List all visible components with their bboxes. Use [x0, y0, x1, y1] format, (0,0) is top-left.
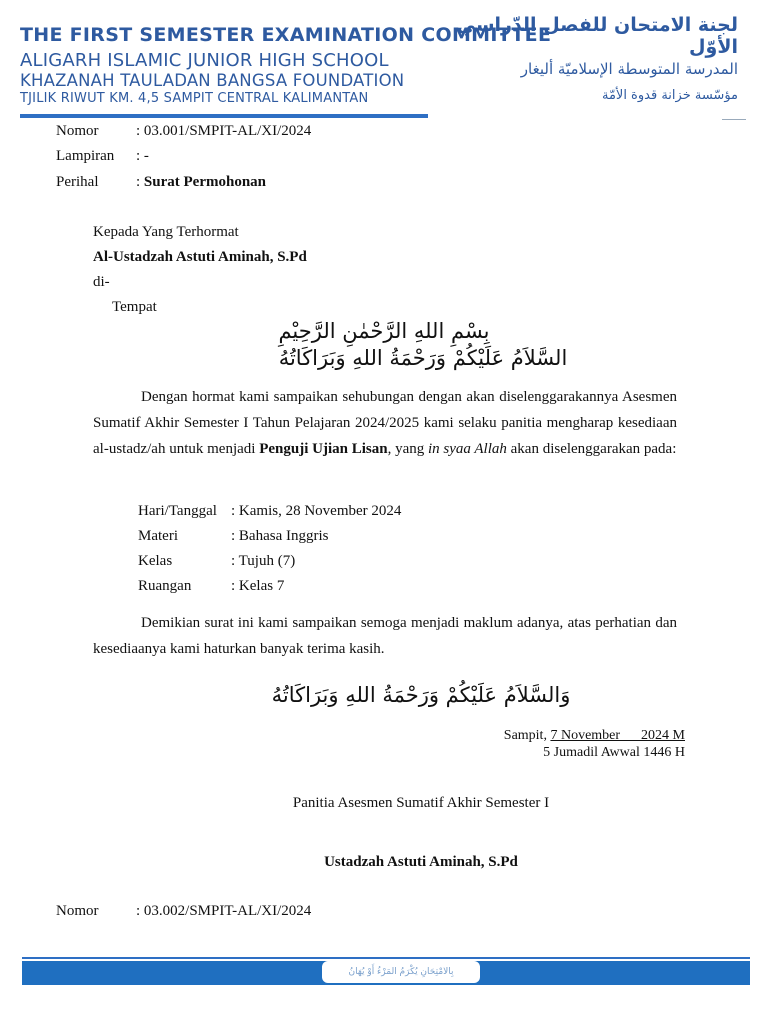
body-p1-bold: Penguji Ujian Lisan: [259, 441, 388, 457]
date-masehi: 7 November 2024 M: [550, 728, 685, 743]
meta-nomor-value: : 03.001/SMPIT-AL/XI/2024: [136, 123, 312, 139]
foundation-name-en: KHAZANAH TAULADAN BANGSA FOUNDATION: [20, 71, 405, 90]
body-p2-text: Demikian surat ini kami sampaikan semoga menjadi maklum adanya, atas perhatian dan kesediaanya kami haturkan banyak terima kasih.: [93, 615, 677, 657]
detail-value: : Kamis, 28 November 2024: [231, 503, 402, 519]
detail-row: [138, 524, 401, 549]
school-name-ar: المدرسة المتوسطة الإسلاميّة أليغار: [520, 60, 738, 78]
event-details: [138, 499, 401, 599]
meta-perihal-label: Perihal: [56, 174, 99, 190]
body-p1-text-b: , yang: [387, 441, 428, 457]
detail-value: : Kelas 7: [231, 578, 285, 594]
meta-lampiran: [56, 148, 149, 165]
detail-label: Kelas: [138, 553, 173, 569]
header-divider: [20, 114, 428, 118]
footer-line: [22, 957, 750, 959]
committee-title-en: THE FIRST SEMESTER EXAMINATION COMMITTEE: [20, 24, 552, 46]
meta-nomor-label: Nomor: [56, 123, 99, 139]
meta-perihal-colon: :: [136, 174, 144, 190]
date-hijri: 5 Jumadil Awwal 1446 H: [543, 745, 685, 760]
meta-lampiran-label: Lampiran: [56, 148, 115, 164]
foundation-name-ar: مؤسّسة خزانة قدوة الأمّة: [601, 88, 738, 103]
recipient-greeting: Kepada Yang Terhormat: [93, 224, 239, 240]
detail-row: [138, 549, 401, 574]
body-paragraph-1: [93, 384, 677, 462]
committee-title-ar: لجنة الامتحان للفصل الدّراسي الأوّل: [456, 14, 738, 58]
body-p1-italic: in syaa Allah: [427, 441, 507, 457]
next-nomor-value: : 03.002/SMPIT-AL/XI/2024: [136, 903, 312, 919]
school-name-en: ALIGARH ISLAMIC JUNIOR HIGH SCHOOL: [20, 50, 389, 71]
detail-row: [138, 574, 401, 599]
meta-perihal-value: Surat Permohonan: [143, 174, 267, 190]
recipient-name: Al-Ustadzah Astuti Aminah, S.Pd: [93, 249, 307, 265]
header-divider-right: [722, 119, 746, 120]
next-meta-nomor: [56, 903, 311, 920]
detail-value: : Tujuh (7): [231, 553, 296, 569]
salam-opening: السَّلاَمُ عَلَيْكُمْ وَرَحْمَةُ اللهِ وَبَرَاكَاتُهُ: [278, 346, 568, 370]
footer-motto: بِالامْتِحَانِ يُكْرَمُ المَرْءُ أَوْ يُهَانُ: [322, 961, 480, 983]
meta-nomor: [56, 123, 311, 140]
meta-lampiran-value: : -: [136, 148, 149, 164]
recipient-di: di-: [93, 274, 110, 290]
detail-row: [138, 499, 401, 524]
body-paragraph-2: [93, 610, 677, 662]
detail-label: Hari/Tanggal: [138, 503, 217, 519]
date-masehi-row: [504, 727, 685, 744]
body-p1-text-a: Dengan hormat kami sampaikan sehubungan dengan akan diselenggarakannya Asesmen Sumatif Akhir Semester I Tahun Pelajaran 2024/2025 kami selaku panitia mengharap kesediaan al-ustadz/ah untuk menjadi: [93, 389, 677, 457]
detail-value: : Bahasa Inggris: [231, 528, 329, 544]
school-address: TJILIK RIWUT KM. 4,5 SAMPIT CENTRAL KALIMANTAN: [20, 91, 369, 106]
signature-committee: Panitia Asesmen Sumatif Akhir Semester I: [292, 795, 550, 811]
basmalah: بِسْمِ اللهِ الرَّحْمٰنِ الرَّحِيْمِ: [278, 319, 490, 343]
signature-name: Ustadzah Astuti Aminah, S.Pd: [324, 854, 518, 870]
date-place: Sampit,: [503, 728, 551, 743]
recipient-place: Tempat: [112, 299, 157, 315]
salam-closing: وَالسَّلاَمُ عَلَيْكُمْ وَرَحْمَةُ اللهِ وَبَرَاكَاتُهُ: [271, 683, 571, 707]
next-nomor-label: Nomor: [56, 903, 99, 919]
detail-label: Ruangan: [138, 578, 192, 594]
detail-label: Materi: [138, 528, 178, 544]
body-p1-text-c: akan diselenggarakan pada:: [506, 441, 677, 457]
letter-date: [504, 727, 685, 761]
meta-perihal: [56, 174, 266, 191]
